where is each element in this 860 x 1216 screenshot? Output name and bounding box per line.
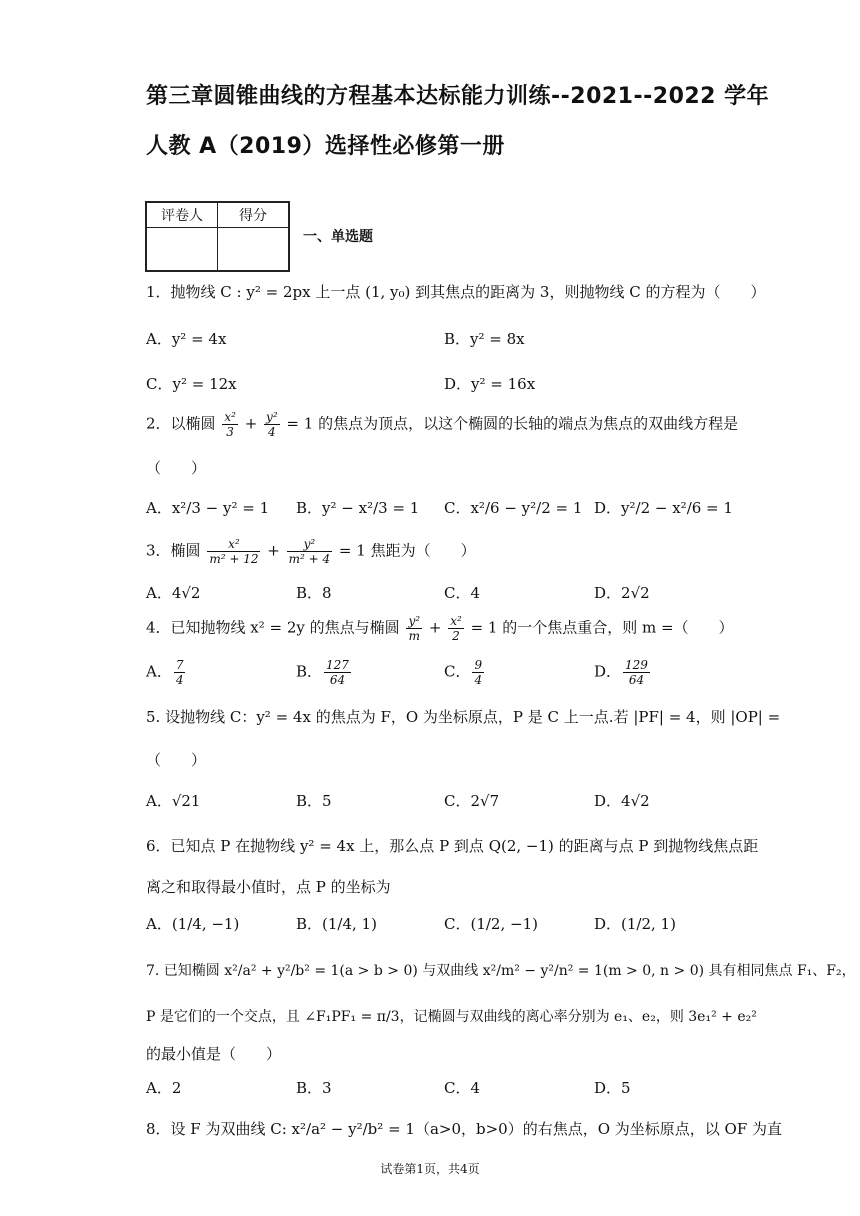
q3-option-d: D．2√2	[594, 584, 650, 602]
q6-option-d: D．(1/2, 1)	[594, 915, 676, 933]
title-line-1: 第三章圆锥曲线的方程基本达标能力训练--2021--2022 学年	[146, 84, 770, 109]
q7-option-d: D．5	[594, 1079, 631, 1097]
q3-stem-b: = 1 焦距为（ ）	[338, 541, 476, 560]
q1-option-a: A．y² = 4x	[146, 330, 227, 348]
score-table	[145, 201, 290, 272]
question-7-stem: 7. 已知椭圆 x²/a² + y²/b² = 1(a > b > 0) 与双曲线 x²/m² − y²/n² = 1(m > 0, n > 0) 具有相同焦点 F₁、F₂，	[146, 963, 856, 979]
q3-fraction-1: $\frac{\text{x²}}{\text{m² + 12}}$	[209, 537, 259, 566]
q4-stem-b: = 1 的一个焦点重合，则 m =（ ）	[470, 618, 734, 637]
q7-option-b: B．3	[296, 1079, 332, 1097]
grader-cell[interactable]	[146, 228, 218, 272]
q6-option-c: C．(1/2, −1)	[444, 915, 538, 933]
q4-fraction-2: $\frac{\text{x²}}{2}$	[450, 614, 462, 643]
q2-fraction-1: $\frac{\text{x²}}{3}$	[224, 410, 236, 439]
question-2-stem: 2．以椭圆 $\frac{\text{x²}}{3}$ + $\frac{\text{y²}}{4}$ = 1 的焦点为顶点，以这个椭圆的长轴的端点为焦点的双曲线方程是	[146, 410, 739, 439]
q6-option-a: A．(1/4, −1)	[146, 915, 240, 933]
title-line-2: 人教 A（2019）选择性必修第一册	[146, 134, 505, 159]
score-cell[interactable]	[218, 228, 290, 272]
question-4-stem: 4．已知抛物线 x² = 2y 的焦点与椭圆 $\frac{\text{y²}}{m}$ + $\frac{\text{x²}}{2}$ = 1 的一个焦点重合，则 m =（ ）	[146, 614, 734, 643]
question-3-stem: 3．椭圆 $\frac{\text{x²}}{\text{m² + 12}}$ + $\frac{\text{y²}}{\text{m² + 4}}$ = 1 焦距为（ ）	[146, 537, 476, 566]
q6-option-b: B．(1/4, 1)	[296, 915, 377, 933]
q2-stem-b: = 1 的焦点为顶点，以这个椭圆的长轴的端点为焦点的双曲线方程是	[286, 414, 739, 433]
question-7-stem-3: 的最小值是（ ）	[146, 1045, 282, 1063]
page-footer: 试卷第1页，共4页	[380, 1162, 480, 1176]
q1-option-d: D．y² = 16x	[444, 375, 536, 393]
q2-option-b: B．y² − x²/3 = 1	[296, 499, 420, 517]
q4-fraction-1: $\frac{\text{y²}}{m}$	[408, 614, 421, 643]
q3-option-b: B．8	[296, 584, 332, 602]
q2-fraction-2: $\frac{\text{y²}}{4}$	[266, 410, 278, 439]
question-5-paren: （ ）	[146, 751, 207, 769]
question-7-stem-2: P 是它们的一个交点，且 ∠F₁PF₁ = π/3，记椭圆与双曲线的离心率分别为 e₁、e₂，则 3e₁² + e₂²	[146, 1009, 757, 1025]
grader-header: 评卷人	[146, 202, 218, 228]
document-title	[146, 72, 786, 172]
question-2-paren: （ ）	[146, 459, 207, 477]
q2-option-c: C．x²/6 − y²/2 = 1	[444, 499, 583, 517]
q3-option-c: C．4	[444, 584, 481, 602]
q5-option-d: D．4√2	[594, 792, 650, 810]
q3-option-a: A．4√2	[146, 584, 201, 602]
question-6-stem: 6．已知点 P 在抛物线 y² = 4x 上，那么点 P 到点 Q(2, −1) 的距离与点 P 到抛物线焦点距	[146, 837, 759, 855]
q2-stem-a: 2．以椭圆	[146, 414, 216, 433]
q5-option-b: B．5	[296, 792, 332, 810]
question-6-stem-2: 离之和取得最小值时，点 P 的坐标为	[146, 878, 391, 896]
q3-stem-a: 3．椭圆	[146, 541, 201, 560]
q7-option-c: C．4	[444, 1079, 481, 1097]
question-5-stem: 5. 设抛物线 C：y² = 4x 的焦点为 F，O 为坐标原点，P 是 C 上一点.若 |PF| = 4，则 |OP| =	[146, 708, 781, 726]
q2-option-a: A．x²/3 − y² = 1	[146, 499, 270, 517]
score-header: 得分	[218, 202, 290, 228]
q2-option-d: D．y²/2 − x²/6 = 1	[594, 499, 733, 517]
q3-fraction-2: $\frac{\text{y²}}{\text{m² + 4}}$	[288, 537, 331, 566]
q4-stem-a: 4．已知抛物线 x² = 2y 的焦点与椭圆	[146, 618, 400, 637]
q5-option-c: C．2√7	[444, 792, 500, 810]
q4-option-d: D． $\frac{129}{64}$	[594, 658, 648, 687]
q4-option-c: C． $\frac{9}{4}$	[444, 658, 483, 687]
question-1-stem: 1．抛物线 C : y² = 2px 上一点 (1, y₀) 到其焦点的距离为 3，则抛物线 C 的方程为（ ）	[146, 283, 766, 301]
q5-option-a: A．√21	[146, 792, 201, 810]
q1-option-c: C．y² = 12x	[146, 375, 237, 393]
q4-option-a: A． $\frac{7}{4}$	[146, 658, 184, 687]
q4-option-b: B． $\frac{127}{64}$	[296, 658, 349, 687]
section-heading: 一、单选题	[303, 229, 373, 245]
q7-option-a: A．2	[146, 1079, 182, 1097]
q1-option-b: B．y² = 8x	[444, 330, 525, 348]
question-8-stem: 8．设 F 为双曲线 C: x²/a² − y²/b² = 1（a>0，b>0）的右焦点，O 为坐标原点，以 OF 为直	[146, 1120, 783, 1138]
